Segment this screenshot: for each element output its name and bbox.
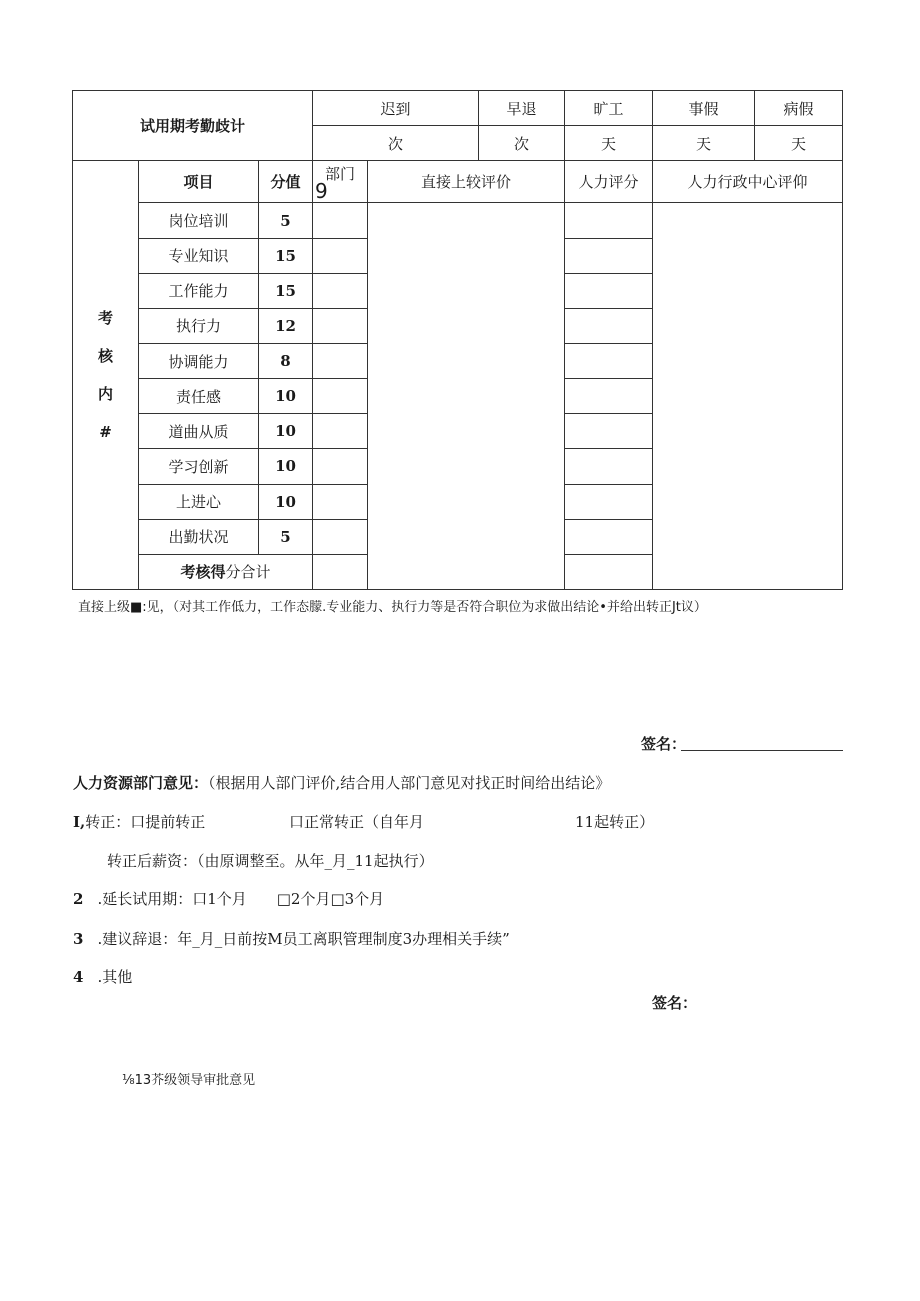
- item-score: 5: [259, 519, 313, 554]
- total-score-label: 考核得分合计: [139, 554, 313, 589]
- supervisor-opinion-label: 直接上级■:见，（对其工作低力，工作态朦.专业能力、执行力等是否符合职位为求做出结论•并给出转正Jt议）: [78, 600, 707, 615]
- direct-supervisor-eval-area[interactable]: [368, 203, 565, 590]
- hr-center-eval-area[interactable]: [653, 203, 843, 590]
- dept-score-cell[interactable]: [313, 484, 368, 519]
- item-name: 学习创新: [139, 449, 259, 484]
- attendance-header-late: 迟到: [313, 91, 479, 126]
- item-score: 10: [259, 484, 313, 519]
- hr-score-cell[interactable]: [565, 449, 653, 484]
- item-name: 道曲从质: [139, 414, 259, 449]
- hr-score-cell[interactable]: [565, 484, 653, 519]
- option-dismiss[interactable]: .建议辞退：年_月_日前按M员工离职管理制度3办理相关手续”: [97, 930, 510, 948]
- hr-opinion-title: 人力资源部门意见：: [73, 774, 209, 792]
- hr-score-cell[interactable]: [565, 344, 653, 379]
- dept-score-cell[interactable]: [313, 519, 368, 554]
- item-score: 5: [259, 203, 313, 238]
- item-name: 上进心: [139, 484, 259, 519]
- item-name: 专业知识: [139, 238, 259, 273]
- option-extend-probation[interactable]: .延长试用期：口1个月 □2个月□3个月: [97, 890, 385, 908]
- attendance-unit-early-leave[interactable]: 次: [479, 126, 565, 161]
- hr-score-cell[interactable]: [565, 273, 653, 308]
- item-score: 10: [259, 414, 313, 449]
- hr-opinion-desc: （根据用人部门评价,结合用人部门意见对找正时间给出结论》: [208, 774, 611, 792]
- option-early-confirm[interactable]: 转正：口提前转正: [85, 813, 206, 831]
- dept-score-cell[interactable]: [313, 308, 368, 343]
- item-score: 12: [259, 308, 313, 343]
- hr-opinion-line: [73, 772, 610, 793]
- hr-score-cell[interactable]: [565, 519, 653, 554]
- dept-score-cell[interactable]: [313, 238, 368, 273]
- option-4-row: 4 .其他: [73, 968, 133, 986]
- evaluation-side-label: 考 核 内 #: [73, 161, 139, 590]
- attendance-unit-personal-leave[interactable]: 天: [653, 126, 755, 161]
- item-score: 10: [259, 449, 313, 484]
- hr-score-cell[interactable]: [565, 238, 653, 273]
- hr-score-cell[interactable]: [565, 308, 653, 343]
- dept-score-cell[interactable]: [313, 414, 368, 449]
- dept-score-cell[interactable]: [313, 379, 368, 414]
- item-name: 责任感: [139, 379, 259, 414]
- item-name: 出勤状况: [139, 519, 259, 554]
- hr-score-cell[interactable]: [565, 203, 653, 238]
- option-3-row: 3 .建议辞退：年_月_日前按M员工离职管理制度3办理相关手续”: [73, 930, 510, 948]
- item-name: 岗位培训: [139, 203, 259, 238]
- item-score: 15: [259, 238, 313, 273]
- option-confirm-date-suffix: 11起转正）: [575, 813, 655, 831]
- dept-total-cell[interactable]: [313, 554, 368, 589]
- dept-score-cell[interactable]: [313, 449, 368, 484]
- item-name: 执行力: [139, 308, 259, 343]
- item-score: 10: [259, 379, 313, 414]
- signature-label-supervisor: 签名：: [641, 735, 687, 753]
- item-name: 协调能力: [139, 344, 259, 379]
- leader-approval-label: ⅛13芥级领导审批意见: [122, 1073, 256, 1088]
- attendance-header-absent: 旷工: [565, 91, 653, 126]
- option-other[interactable]: .其他: [97, 968, 133, 986]
- dept-score-cell[interactable]: [313, 344, 368, 379]
- col-header-dept: 部门 9: [313, 161, 368, 203]
- col-header-hr-center: 人力行政中心评仰: [653, 161, 843, 203]
- col-header-direct-supervisor: 直接上较评价: [368, 161, 565, 203]
- attendance-unit-absent[interactable]: 天: [565, 126, 653, 161]
- attendance-header-sick-leave: 病假: [755, 91, 843, 126]
- dept-score-cell[interactable]: [313, 203, 368, 238]
- attendance-header-personal-leave: 事假: [653, 91, 755, 126]
- col-header-item: 项目: [139, 161, 259, 203]
- option-2-row: 2 .延长试用期：口1个月 □2个月□3个月: [73, 890, 385, 908]
- dept-score-cell[interactable]: [313, 273, 368, 308]
- signature-label-hr: 签名：: [652, 994, 698, 1012]
- attendance-label: 试用期考勤歧计: [73, 91, 313, 161]
- attendance-unit-sick-leave[interactable]: 天: [755, 126, 843, 161]
- hr-total-cell[interactable]: [565, 554, 653, 589]
- salary-after-confirmation: 转正后薪资：（由原调整至。从年_月_11起执行）: [107, 852, 434, 870]
- signature-line[interactable]: [681, 750, 843, 751]
- option-1-row: I,转正：口提前转正: [73, 813, 206, 831]
- item-score: 8: [259, 344, 313, 379]
- attendance-header-early-leave: 早退: [479, 91, 565, 126]
- hr-score-cell[interactable]: [565, 379, 653, 414]
- hr-score-cell[interactable]: [565, 414, 653, 449]
- col-header-score: 分值: [259, 161, 313, 203]
- item-name: 工作能力: [139, 273, 259, 308]
- attendance-unit-late[interactable]: 次: [313, 126, 479, 161]
- evaluation-form-table: [72, 90, 843, 590]
- col-header-hr-score: 人力评分: [565, 161, 653, 203]
- item-score: 15: [259, 273, 313, 308]
- option-normal-confirm[interactable]: 口正常转正（自年月: [289, 813, 425, 831]
